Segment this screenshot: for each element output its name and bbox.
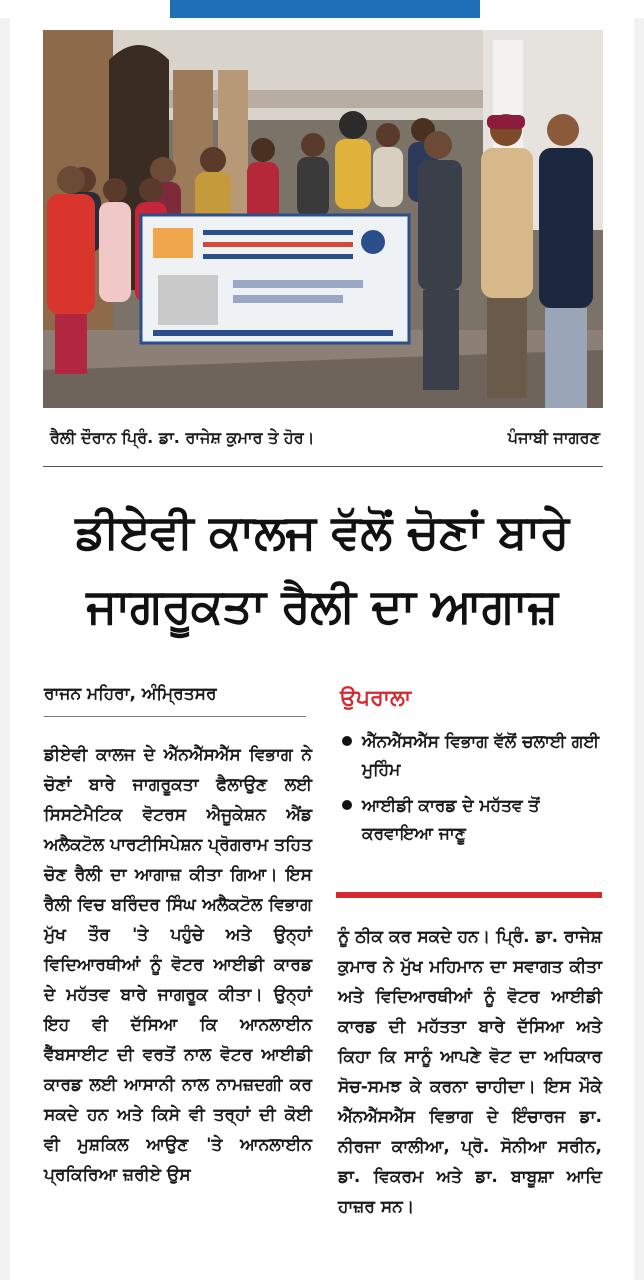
photo-credit: ਪੰਜਾਬੀ ਜਾਗਰਣ: [507, 428, 600, 447]
list-item: [340, 728, 602, 784]
article-body-left: ਡੀਏਵੀ ਕਾਲਜ ਦੇ ਐੱਨਐੱਸਐੱਸ ਵਿਭਾਗ ਨੇ ਚੋਣਾਂ ਬਾਰੇ ਜਾਗਰੂਕਤਾ ਫੈਲਾਉਣ ਲਈ ਸਿਸਟੇਮੈਟਿਕ ਵੋਟਰਸ ਐਜੂਕੇਸ਼ਨ ਐਂਡ ਅਲੈਕਟੋਲ ਪਾਰਟੀਸਿਪੇਸ਼ਨ ਪ੍ਰੋਗਰਾਮ ਤਹਿਤ ਚੋਣ ਰੈਲੀ ਦਾ ਆਗਾਜ਼ ਕੀਤਾ ਗਿਆ। ਇਸ ਰੈਲੀ ਵਿਚ ਬਰਿੰਦਰ ਸਿੰਘ ਅਲੈਕਟੋਲ ਵਿਭਾਗ ਮੁੱਖ ਤੌਰ 'ਤੇ ਪਹੁੰਚੇ ਅਤੇ ਉਨ੍ਹਾਂ ਵਿਦਿਆਰਥੀਆਂ ਨੂੰ ਵੋਟਰ ਆਈਡੀ ਕਾਰਡ ਦੇ ਮਹੱਤਵ ਬਾਰੇ ਜਾਗਰੂਕ ਕੀਤਾ। ਉਨ੍ਹਾਂ ਇਹ ਵੀ ਦੱਸਿਆ ਕਿ ਆਨਲਾਈਨ ਵੈੱਬਸਾਈਟ ਦੀ ਵਰਤੋਂ ਨਾਲ ਵੋਟਰ ਆਈਡੀ ਕਾਰਡ ਲਈ ਆਸਾਨੀ ਨਾਲ ਨਾਮਜ਼ਦਗੀ ਕਰ ਸਕਦੇ ਹਨ ਅਤੇ ਕਿਸੇ ਵੀ ਤਰ੍ਹਾਂ ਦੀ ਕੋਈ ਵੀ ਮੁਸ਼ਕਿਲ ਆਉਣ 'ਤੇ ਆਨਲਾਈਨ ਪ੍ਰਕਿਰਿਆ ਜ਼ਰੀਏ ਉਸ: [44, 745, 312, 1185]
sidebar-divider: [336, 892, 602, 898]
caption-divider: [43, 466, 603, 467]
photo-caption: ਰੈਲੀ ਦੌਰਾਨ ਪ੍ਰਿੰ. ਡਾ. ਰਾਜੇਸ਼ ਕੁਮਾਰ ਤੇ ਹੋਰ।: [50, 428, 315, 447]
byline-divider: [44, 716, 306, 717]
news-photo: [43, 30, 603, 408]
headline: [38, 496, 606, 644]
headline-line-1: ਡੀਏਵੀ ਕਾਲਜ ਵੱਲੋਂ ਚੋਣਾਂ ਬਾਰੇ: [75, 505, 569, 560]
byline: ਰਾਜਨ ਮਹਿਰਾ, ਅੰਮ੍ਰਿਤਸਰ: [44, 684, 217, 704]
headline-line-2: ਜਾਗਰੂਕਤਾ ਰੈਲੀ ਦਾ ਆਗਾਜ਼: [86, 579, 558, 634]
bullet-text: ਐੱਨਐੱਸਐੱਸ ਵਿਭਾਗ ਵੱਲੋਂ ਚਲਾਈ ਗਈ ਮੁਹਿੰਮ: [362, 732, 600, 780]
article-body-right: ਨੂੰ ਠੀਕ ਕਰ ਸਕਦੇ ਹਨ। ਪ੍ਰਿੰ. ਡਾ. ਰਾਜੇਸ਼ ਕੁਮਾਰ ਨੇ ਮੁੱਖ ਮਹਿਮਾਨ ਦਾ ਸਵਾਗਤ ਕੀਤਾ ਅਤੇ ਵਿਦਿਆਰਥੀਆਂ ਨੂੰ ਵੋਟਰ ਆਈਡੀ ਕਾਰਡ ਦੀ ਮਹੱਤਤਾ ਬਾਰੇ ਦੱਸਿਆ ਅਤੇ ਕਿਹਾ ਕਿ ਸਾਨੂੰ ਆਪਣੇ ਵੋਟ ਦਾ ਅਧਿਕਾਰ ਸੋਚ-ਸਮਝ ਕੇ ਕਰਨਾ ਚਾਹੀਦਾ। ਇਸ ਮੌਕੇ ਐੱਨਐੱਸਐੱਸ ਵਿਭਾਗ ਦੇ ਇੰਚਾਰਜ ਡਾ. ਨੀਰਜਾ ਕਾਲੀਆ, ਪ੍ਰੋ. ਸੋਨੀਆ ਸਰੀਨ, ਡਾ. ਵਿਕਰਮ ਅਤੇ ਡਾ. ਬਾਬੂਸ਼ਾ ਆਦਿ ਹਾਜ਼ਰ ਸਨ।: [338, 927, 602, 1217]
rally-banner: [141, 215, 409, 343]
header-accent-bar: [170, 0, 480, 18]
sidebar-title: ਉਪਰਾਲਾ: [340, 686, 412, 711]
right-margin: [634, 18, 644, 1280]
left-margin: [0, 18, 10, 1280]
bullet-icon: [342, 736, 352, 746]
sidebar-bullets: [340, 728, 602, 856]
bullet-text: ਆਈਡੀ ਕਾਰਡ ਦੇ ਮਹੱਤਵ ਤੋਂ ਕਰਵਾਇਆ ਜਾਣੂ: [362, 796, 540, 844]
bullet-icon: [342, 800, 352, 810]
list-item: [340, 792, 602, 848]
group-photo-icon: [43, 30, 603, 408]
